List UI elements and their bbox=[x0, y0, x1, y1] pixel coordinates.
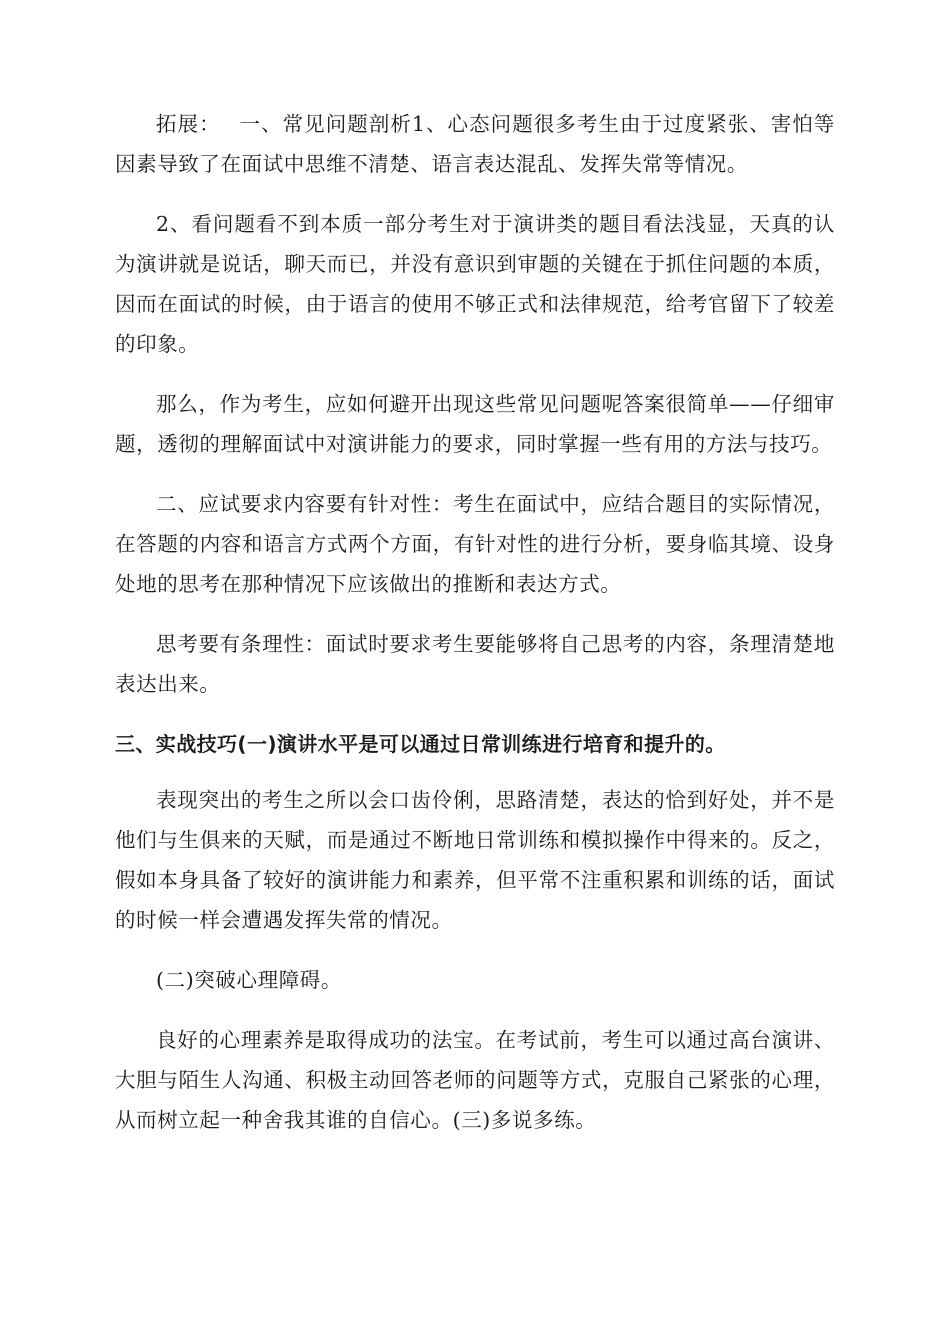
paragraph-daily-training: 表现突出的考生之所以会口齿伶俐，思路清楚，表达的恰到好处，并不是他们与生俱来的天赋，而是通过不断地日常训练和模拟操作中得来的。反之，假如本身具备了较好的演讲能力和素养，但平常不注重积累和训练的话，面试的时候一样会遭遇发挥失常的情况。 bbox=[115, 788, 835, 932]
paragraph-mental-quality: 良好的心理素养是取得成功的法宝。在考试前，考生可以通过高台演讲、大胆与陌生人沟通、积极主动回答老师的问题等方式，克服自己紧张的心理，从而树立起一种舍我其谁的自信心。(三)多说多练。 bbox=[115, 1028, 835, 1132]
paragraph-how-to-avoid: 那么，作为考生，应如何避开出现这些常见问题呢答案很简单——仔细审题，透彻的理解面试中对演讲能力的要求，同时掌握一些有用的方法与技巧。 bbox=[115, 392, 835, 456]
paragraph-targeted-content: 二、应试要求内容要有针对性：考生在面试中，应结合题目的实际情况，在答题的内容和语言方式两个方面，有针对性的进行分析，要身临其境、设身处地的思考在那种情况下应该做出的推断和表达方式。 bbox=[115, 492, 835, 596]
paragraph-common-problems: 拓展： 一、常见问题剖析1、心态问题很多考生由于过度紧张、害怕等因素导致了在面试中思维不清楚、语言表达混乱、发挥失常等情况。 bbox=[115, 112, 835, 176]
section-heading-practical-skills: 三、实战技巧(一)演讲水平是可以通过日常训练进行培育和提升的。 bbox=[115, 732, 726, 756]
document-page bbox=[115, 104, 835, 1160]
paragraph-organized-thinking: 思考要有条理性：面试时要求考生要能够将自己思考的内容，条理清楚地表达出来。 bbox=[115, 632, 835, 696]
paragraph-missing-essence: 2、看问题看不到本质一部分考生对于演讲类的题目看法浅显，天真的认为演讲就是说话，聊天而已，并没有意识到审题的关键在于抓住问题的本质，因而在面试的时候，由于语言的使用不够正式和法律规范，给考官留下了较差的印象。 bbox=[115, 212, 835, 356]
paragraph-psychological-barrier: (二)突破心理障碍。 bbox=[156, 968, 342, 992]
